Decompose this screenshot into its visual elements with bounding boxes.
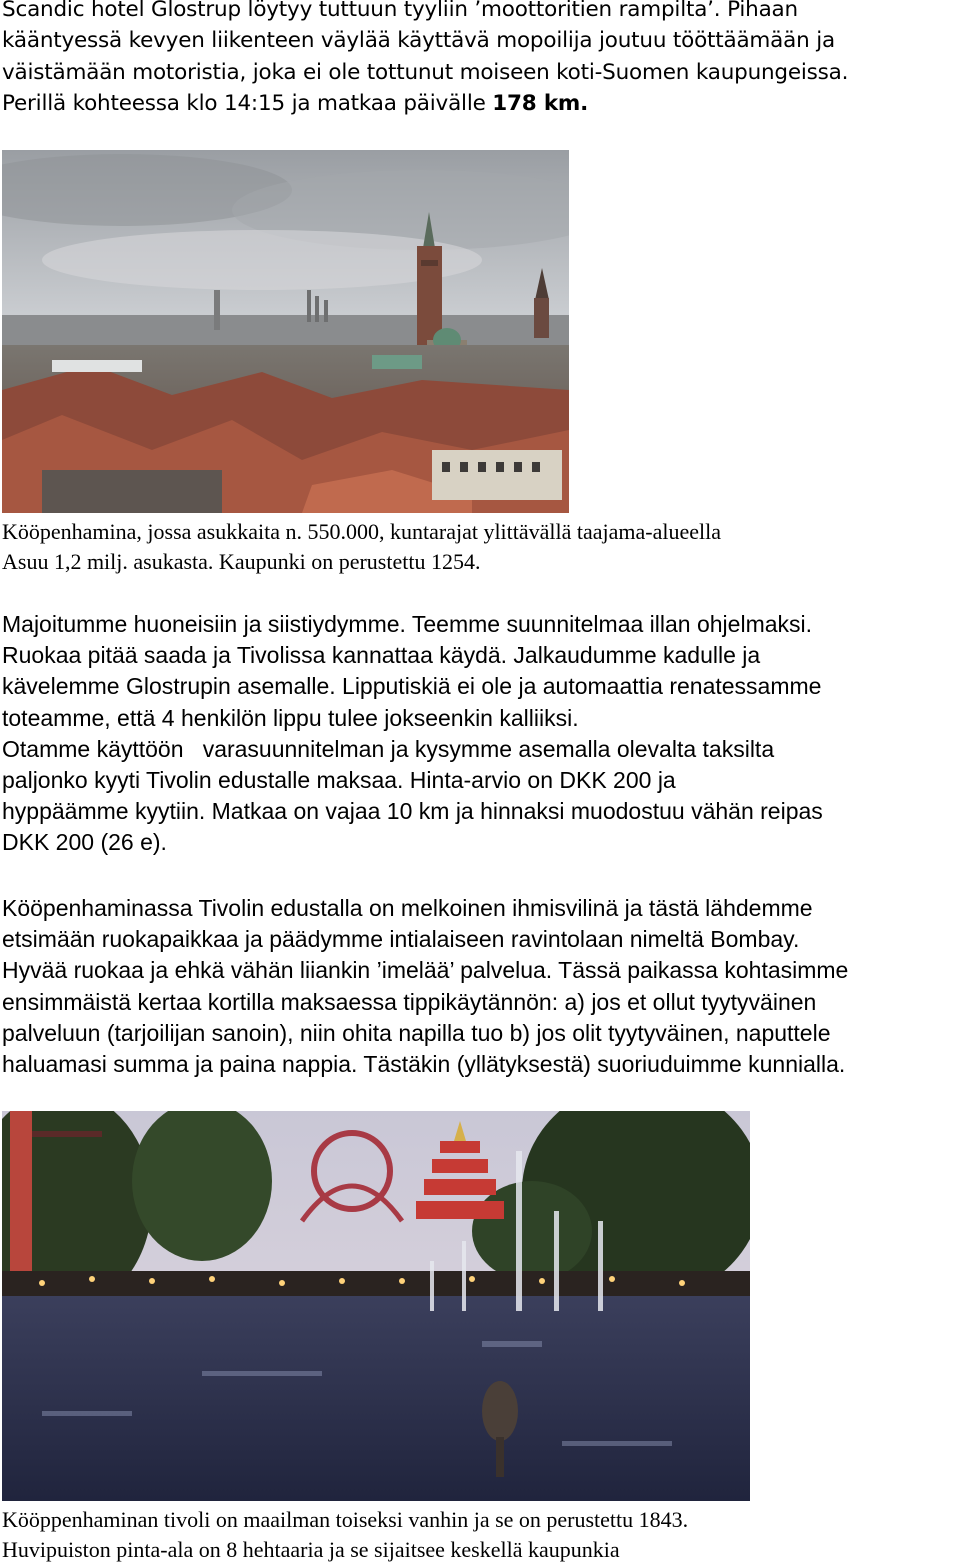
photo1-caption	[2, 517, 960, 577]
intro-paragraph	[2, 0, 960, 119]
paragraph-line: kävelemme Glostrupin asemalle. Lipputiskiä ei ole ja automaattia renatessamme	[2, 673, 822, 700]
paragraph-line: palveluun (tarjoilijan sanoin), niin ohita napilla tuo b) jos olit tyytyväinen, naputtele	[2, 1019, 831, 1046]
paragraph-line: ensimmäistä kertaa kortilla maksaessa tippikäytännön: a) jos et ollut tyytyväinen	[2, 988, 817, 1015]
paragraph-line: paljonko kyyti Tivolin edustalle maksaa. Hinta-arvio on DKK 200 ja	[2, 767, 676, 794]
accommodation-paragraph	[2, 609, 960, 859]
paragraph-line: Hyvää ruokaa ja ehkä vähän liiankin ’imelää’ palvelua. Tässä paikassa kohtasimme	[2, 957, 849, 984]
paragraph-line: Majoitumme huoneisiin ja siistiydymme. Teemme suunnitelmaa illan ohjelmaksi.	[2, 611, 813, 637]
intro-line-last	[2, 88, 960, 119]
paragraph-line: Kööpenhaminassa Tivolin edustalla on melkoinen ihmisvilinä ja tästä lähdemme	[2, 895, 813, 921]
copenhagen-skyline-photo	[2, 150, 569, 513]
photo2-caption	[2, 1505, 960, 1565]
paragraph-line: Ruokaa pitää saada ja Tivolissa kannattaa käydä. Jalkaudumme kadulle ja	[2, 642, 761, 669]
caption-line: Huvipuiston pinta-ala on 8 hehtaaria ja se sijaitsee keskellä kaupunkia	[2, 1537, 620, 1562]
caption-line: Kööppenhaminan tivoli on maailman toiseksi vanhin ja se on perustettu 1843.	[2, 1507, 689, 1532]
intro-line: Scandic hotel Glostrup löytyy tuttuun tyyliin ’moottoritien rampilta’. Pihaan	[2, 0, 798, 22]
paragraph-line: hyppäämme kyytiin. Matkaa on vajaa 10 km ja hinnaksi muodostuu vähän reipas	[2, 798, 823, 825]
distance-value: 178 km.	[492, 90, 589, 116]
tivoli-evening-photo	[2, 1111, 750, 1501]
paragraph-line: toteamme, että 4 henkilön lippu tulee jokseenkin kalliiksi.	[2, 704, 579, 731]
paragraph-line: Otamme käyttöön varasuunnitelman ja kysymme asemalla olevalta taksilta	[2, 735, 775, 762]
intro-line-text: Perillä kohteessa klo 14:15 ja matkaa päivälle	[2, 90, 493, 116]
caption-line: Asuu 1,2 milj. asukasta. Kaupunki on perustettu 1254.	[2, 549, 481, 574]
paragraph-line: etsimään ruokapaikkaa ja päädymme intialaiseen ravintolaan nimeltä Bombay.	[2, 926, 800, 953]
intro-line: väistämään motoristia, joka ei ole tottunut moiseen koti-Suomen kaupungeissa.	[2, 59, 849, 85]
paragraph-line: haluamasi summa ja paina nappia. Tästäkin (yllätyksestä) suoriuduimme kunnialla.	[2, 1051, 846, 1078]
paragraph-line: DKK 200 (26 e).	[2, 829, 167, 856]
intro-line: kääntyessä kevyen liikenteen väylää käyttävä mopoilija joutuu tööttäämään ja	[2, 28, 835, 54]
tivoli-paragraph	[2, 893, 960, 1080]
caption-line: Kööpenhamina, jossa asukkaita n. 550.000, kuntarajat ylittävällä taajama-alueella	[2, 519, 722, 544]
